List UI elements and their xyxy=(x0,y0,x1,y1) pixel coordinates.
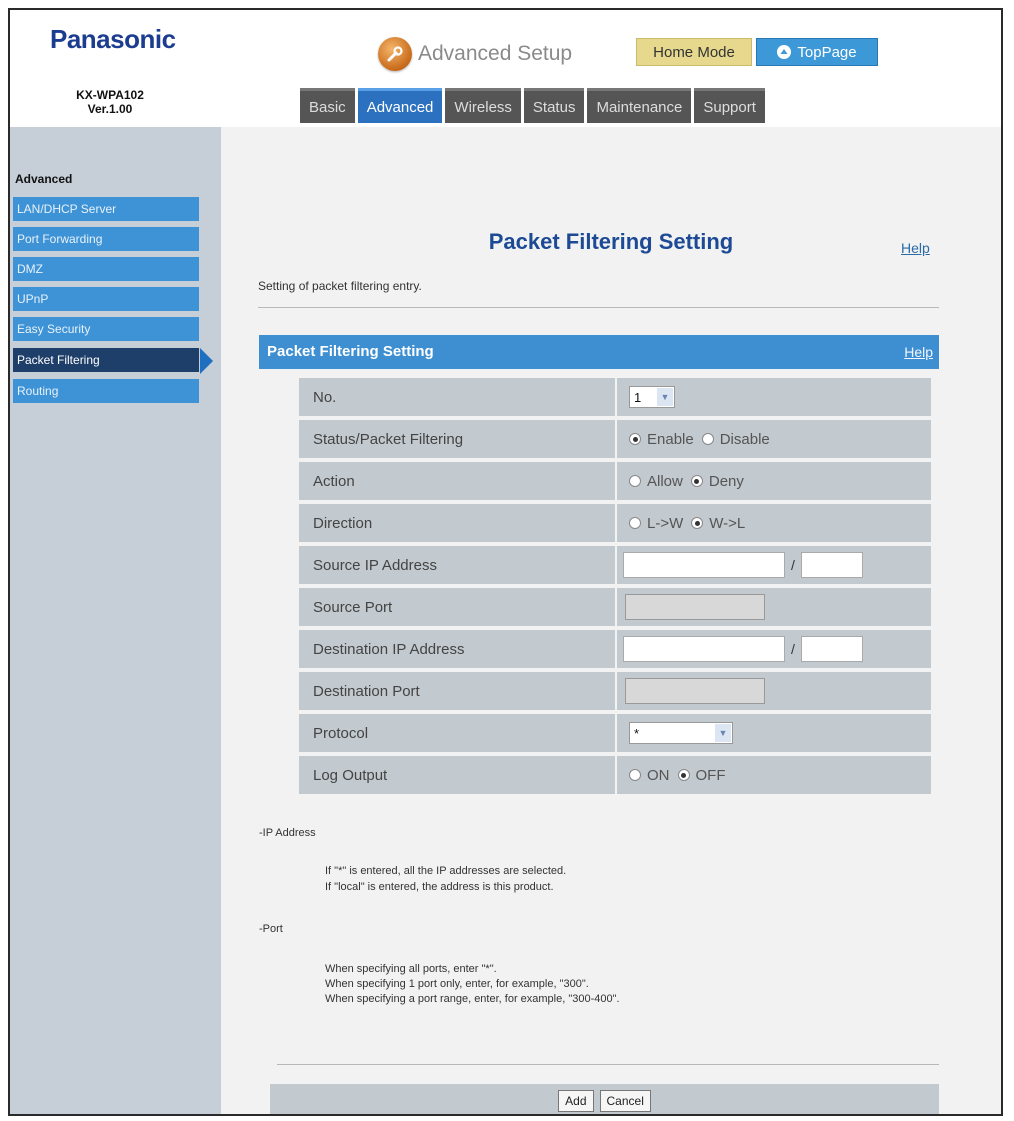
log-output-value-cell xyxy=(617,756,931,794)
row-log-output xyxy=(299,756,931,794)
row-no xyxy=(299,378,931,416)
slash-separator: / xyxy=(791,557,795,573)
source-mask-input[interactable] xyxy=(801,552,863,578)
page-help-link[interactable]: Help xyxy=(901,240,930,256)
action-allow-label: Allow xyxy=(647,472,683,490)
source-port-input[interactable] xyxy=(625,594,765,620)
status-value-cell xyxy=(617,420,931,458)
setup-title: Advanced Setup xyxy=(418,42,573,65)
protocol-value-cell xyxy=(617,714,931,752)
toppage-button[interactable] xyxy=(756,38,878,66)
destination-ip-value-cell xyxy=(617,630,931,668)
sidebar-item-lan-dhcp-server[interactable]: LAN/DHCP Server xyxy=(13,197,199,221)
row-source-port xyxy=(299,588,931,626)
sidebar-item-easy-security[interactable]: Easy Security xyxy=(13,317,199,341)
status-disable-label: Disable xyxy=(719,430,770,448)
page-title: Packet Filtering Setting xyxy=(488,229,734,254)
tab-wireless[interactable]: Wireless xyxy=(445,88,521,123)
direction-wl-label: W->L xyxy=(709,514,746,532)
source-ip-label: Source IP Address xyxy=(299,546,615,584)
port-notes-heading: -Port xyxy=(259,923,283,935)
row-destination-ip xyxy=(299,630,931,668)
cancel-button[interactable]: Cancel xyxy=(600,1090,651,1112)
destination-mask-input[interactable] xyxy=(801,636,863,662)
chevron-down-icon: ▼ xyxy=(657,388,673,406)
sidebar xyxy=(10,127,221,1116)
no-select-value: 1 xyxy=(634,389,642,405)
settings-table xyxy=(299,378,931,798)
direction-lw-label: L->W xyxy=(647,514,684,532)
model-info xyxy=(40,88,180,116)
destination-ip-label: Destination IP Address xyxy=(299,630,615,668)
direction-value-cell xyxy=(617,504,931,542)
action-deny-radio[interactable] xyxy=(691,475,703,487)
active-arrow-icon xyxy=(200,348,213,374)
section-help-link[interactable]: Help xyxy=(904,344,933,360)
wrench-icon xyxy=(378,37,412,71)
divider xyxy=(277,1064,939,1065)
direction-wl-radio[interactable] xyxy=(691,517,703,529)
no-value-cell xyxy=(617,378,931,416)
status-enable-radio[interactable] xyxy=(629,433,641,445)
row-direction xyxy=(299,504,931,542)
action-allow-radio[interactable] xyxy=(629,475,641,487)
section-header xyxy=(259,335,939,369)
sidebar-item-dmz[interactable]: DMZ xyxy=(13,257,199,281)
row-source-ip xyxy=(299,546,931,584)
status-label: Status/Packet Filtering xyxy=(299,420,615,458)
protocol-select-value: * xyxy=(634,725,640,741)
sidebar-item-upnp[interactable]: UPnP xyxy=(13,287,199,311)
section-title: Packet Filtering Setting xyxy=(267,343,434,360)
brand-logo: Panasonic xyxy=(50,24,176,54)
tab-status[interactable]: Status xyxy=(524,88,585,123)
row-destination-port xyxy=(299,672,931,710)
destination-port-input[interactable] xyxy=(625,678,765,704)
action-label: Action xyxy=(299,462,615,500)
row-action xyxy=(299,462,931,500)
tab-advanced[interactable]: Advanced xyxy=(358,88,443,123)
log-output-label: Log Output xyxy=(299,756,615,794)
protocol-select[interactable] xyxy=(629,722,733,744)
tab-maintenance[interactable]: Maintenance xyxy=(587,88,691,123)
ip-note-line: If "*" is entered, all the IP addresses are selected. xyxy=(325,865,567,877)
direction-label: Direction xyxy=(299,504,615,542)
ip-note-line: If "local" is entered, the address is this product. xyxy=(325,881,554,893)
setup-title-area xyxy=(378,36,572,72)
protocol-label: Protocol xyxy=(299,714,615,752)
model-name: KX-WPA102 xyxy=(76,88,144,102)
status-enable-label: Enable xyxy=(647,430,694,448)
no-label: No. xyxy=(299,378,615,416)
sidebar-item-port-forwarding[interactable]: Port Forwarding xyxy=(13,227,199,251)
action-deny-label: Deny xyxy=(708,472,744,490)
tab-support[interactable]: Support xyxy=(694,88,765,123)
row-status xyxy=(299,420,931,458)
status-disable-radio[interactable] xyxy=(702,433,714,445)
main-tabs xyxy=(300,88,765,123)
sidebar-item-packet-filtering[interactable]: Packet Filtering xyxy=(13,348,199,372)
chevron-down-icon: ▼ xyxy=(715,724,731,742)
port-note-line: When specifying a port range, enter, for example, "300-400". xyxy=(325,993,620,1005)
destination-port-value-cell xyxy=(617,672,931,710)
log-off-radio[interactable] xyxy=(678,769,690,781)
firmware-version: Ver.1.00 xyxy=(87,102,133,116)
browser-frame xyxy=(8,8,1003,1116)
slash-separator: / xyxy=(791,641,795,657)
page-description: Setting of packet filtering entry. xyxy=(258,279,422,293)
source-ip-input[interactable] xyxy=(623,552,785,578)
sidebar-item-routing[interactable]: Routing xyxy=(13,379,199,403)
log-off-label: OFF xyxy=(695,766,726,784)
direction-lw-radio[interactable] xyxy=(629,517,641,529)
tab-basic[interactable]: Basic xyxy=(300,88,355,123)
destination-port-label: Destination Port xyxy=(299,672,615,710)
arrow-up-icon xyxy=(777,45,791,59)
action-value-cell xyxy=(617,462,931,500)
row-protocol xyxy=(299,714,931,752)
toppage-label: TopPage xyxy=(797,43,857,61)
divider xyxy=(258,307,939,308)
add-button[interactable]: Add xyxy=(558,1090,593,1112)
home-mode-button[interactable]: Home Mode xyxy=(636,38,752,66)
source-ip-value-cell xyxy=(617,546,931,584)
sidebar-heading: Advanced xyxy=(15,172,73,186)
header xyxy=(10,10,1001,127)
source-port-value-cell xyxy=(617,588,931,626)
form-actions xyxy=(270,1084,939,1116)
destination-ip-input[interactable] xyxy=(623,636,785,662)
log-on-radio[interactable] xyxy=(629,769,641,781)
source-port-label: Source Port xyxy=(299,588,615,626)
port-note-line: When specifying 1 port only, enter, for example, "300". xyxy=(325,978,589,990)
log-on-label: ON xyxy=(647,766,670,784)
main-content xyxy=(221,127,1001,1116)
ip-notes-heading: -IP Address xyxy=(259,827,316,839)
no-select[interactable] xyxy=(629,386,675,408)
port-note-line: When specifying all ports, enter "*". xyxy=(325,963,497,975)
